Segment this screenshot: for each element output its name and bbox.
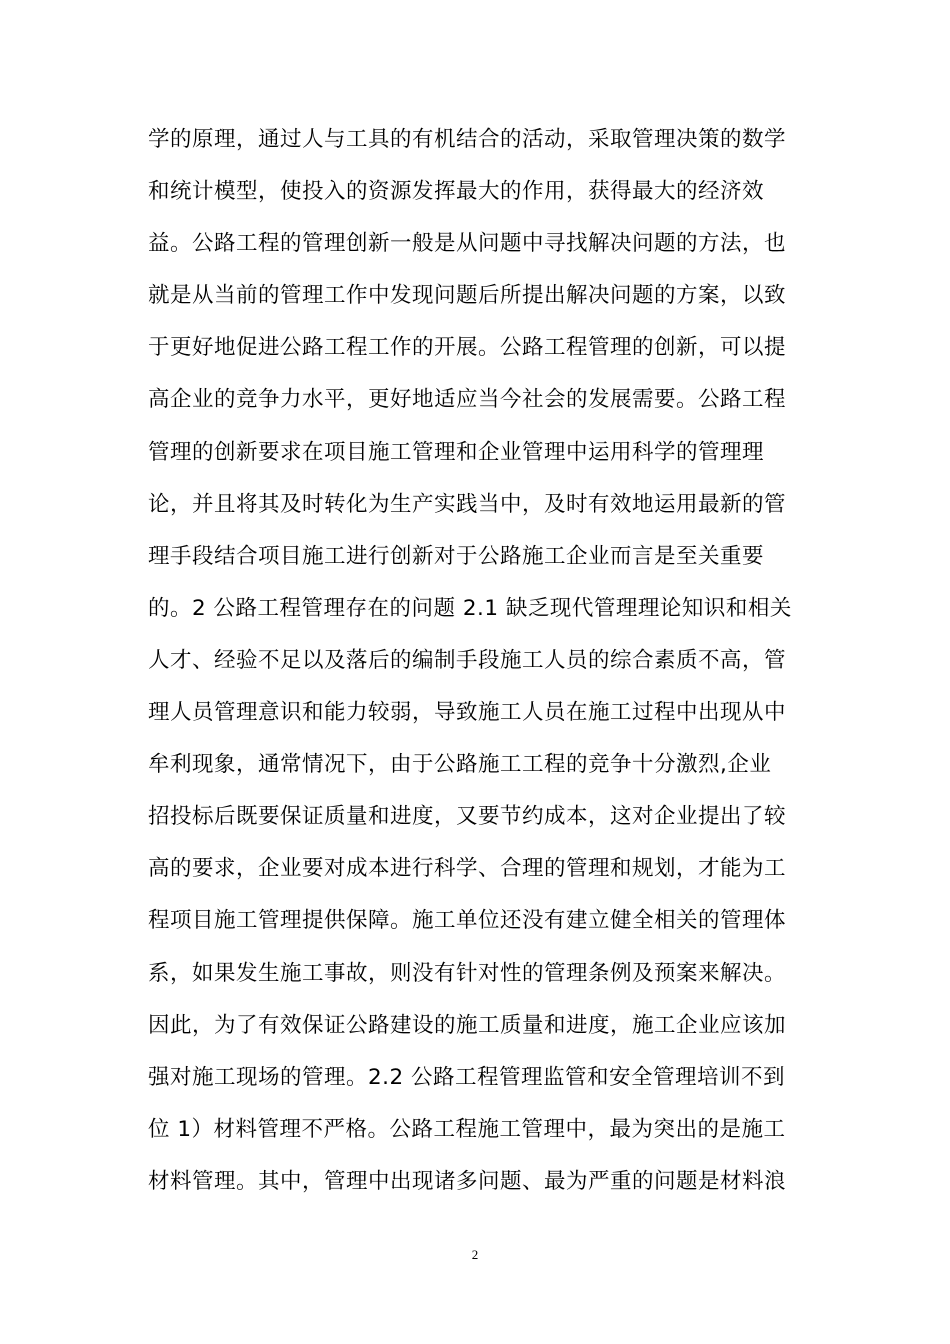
text-line: 益。公路工程的管理创新一般是从问题中寻找解决问题的方法，也 (148, 231, 787, 257)
text-line: 的。2 公路工程管理存在的问题 2.1 缺乏现代管理理论知识和相关 (148, 595, 792, 621)
text-line: 论，并且将其及时转化为生产实践当中，及时有效地运用最新的管 (148, 491, 787, 517)
text-line: 理手段结合项目施工进行创新对于公路施工企业而言是至关重要 (148, 543, 765, 569)
text-line: 系，如果发生施工事故，则没有针对性的管理条例及预案来解决。 (148, 960, 787, 986)
text-line: 管理的创新要求在项目施工管理和企业管理中运用科学的管理理 (148, 439, 765, 465)
text-line: 就是从当前的管理工作中发现问题后所提出解决问题的方案，以致 (148, 283, 787, 309)
text-line: 和统计模型，使投入的资源发挥最大的作用，获得最大的经济效 (148, 179, 765, 205)
text-line: 高的要求，企业要对成本进行科学、合理的管理和规划，才能为工 (148, 856, 787, 882)
text-line: 高企业的竞争力水平，更好地适应当今社会的发展需要。公路工程 (148, 387, 787, 413)
text-line: 于更好地促进公路工程工作的开展。公路工程管理的创新，可以提 (148, 335, 787, 361)
text-line: 人才、经验不足以及落后的编制手段施工人员的综合素质不高，管 (148, 647, 787, 673)
text-line: 程项目施工管理提供保障。施工单位还没有建立健全相关的管理体 (148, 908, 787, 934)
text-line: 理人员管理意识和能力较弱，导致施工人员在施工过程中出现从中 (148, 700, 787, 726)
text-line: 因此，为了有效保证公路建设的施工质量和进度，施工企业应该加 (148, 1012, 787, 1038)
text-line: 位 1）材料管理不严格。公路工程施工管理中，最为突出的是施工 (148, 1116, 786, 1142)
text-line: 牟利现象，通常情况下，由于公路施工工程的竞争十分激烈,企业 (148, 752, 772, 778)
text-line: 招投标后既要保证质量和进度，又要节约成本，这对企业提出了较 (148, 804, 787, 830)
text-line: 学的原理，通过人与工具的有机结合的活动，采取管理决策的数学 (148, 127, 787, 152)
text-line: 材料管理。其中，管理中出现诸多问题、最为严重的问题是材料浪 (148, 1168, 787, 1194)
page-number: 2 (471, 1247, 479, 1262)
body-text (148, 114, 808, 1208)
text-line: 强对施工现场的管理。2.2 公路工程管理监管和安全管理培训不到 (148, 1064, 786, 1090)
